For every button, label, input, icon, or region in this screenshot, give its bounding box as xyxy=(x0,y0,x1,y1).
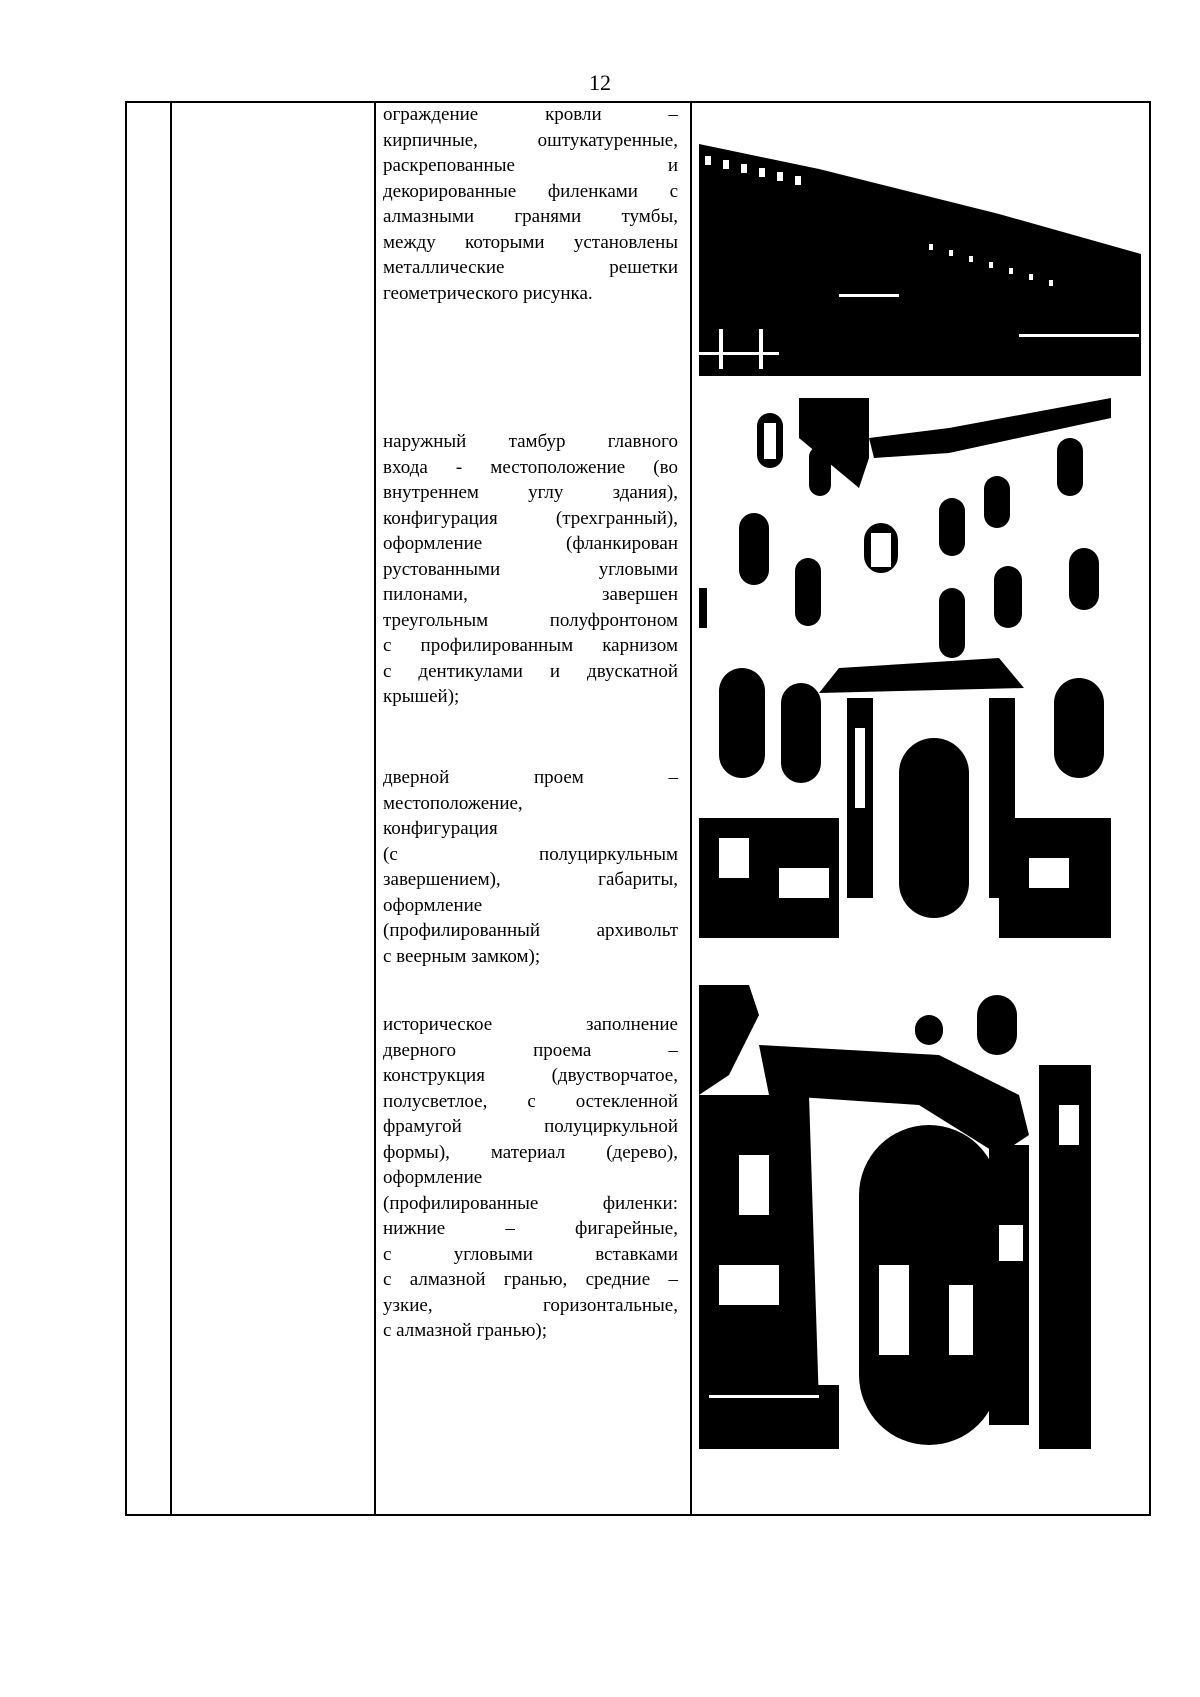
text-word: внутреннем xyxy=(383,482,479,503)
text-word: и xyxy=(667,155,678,176)
text-word: - xyxy=(455,456,463,478)
text-word: кирпичные, xyxy=(383,129,478,151)
text-word: угловыми xyxy=(598,558,678,580)
text-word: конфигурация xyxy=(383,507,498,529)
text-word: полуциркульной xyxy=(544,1116,678,1137)
text-word: алмазными xyxy=(383,206,475,227)
text-word: и xyxy=(549,660,561,682)
text-word: решетки xyxy=(609,257,678,278)
text-word: алмазной xyxy=(409,1269,486,1290)
text-word: конструкция xyxy=(383,1065,485,1086)
text-line xyxy=(383,455,678,481)
entrance-vestibule-description xyxy=(383,429,678,710)
text-line xyxy=(383,842,678,868)
text-word: главного xyxy=(607,431,678,452)
text-word: с xyxy=(383,660,392,682)
text-word: филенками xyxy=(547,180,638,202)
text-word: формы), xyxy=(383,1141,450,1163)
text-word: оштукатуренные, xyxy=(537,129,678,151)
text-word: габариты, xyxy=(598,869,678,890)
text-word: фрамугой xyxy=(383,1116,462,1137)
column-divider xyxy=(690,103,692,1514)
courtyard-entrance-photo xyxy=(699,398,1111,938)
text-line xyxy=(383,1216,678,1242)
text-word: дверной xyxy=(383,767,450,788)
text-line xyxy=(383,230,678,256)
text-word: нижние xyxy=(383,1218,446,1239)
text-line xyxy=(383,1191,678,1217)
text-word: тумбы, xyxy=(621,206,678,227)
text-word: (профилированные xyxy=(383,1192,539,1214)
text-word: остекленной xyxy=(575,1090,678,1112)
text-word: рустованными xyxy=(383,558,501,580)
text-word: (во xyxy=(653,456,678,478)
text-line xyxy=(383,557,678,583)
text-line xyxy=(383,608,678,634)
text-word: гранью, xyxy=(503,1269,568,1290)
text-line xyxy=(383,791,678,817)
text-line xyxy=(383,1165,678,1191)
roof-fence-photo xyxy=(699,104,1141,376)
text-word: оформление xyxy=(383,533,483,554)
text-word: пилонами, xyxy=(383,584,468,605)
text-word: завершен xyxy=(602,584,678,605)
text-word: тамбур xyxy=(508,431,566,452)
text-line xyxy=(383,1089,678,1115)
text-word: фигарейные, xyxy=(575,1218,678,1239)
column-divider xyxy=(170,103,172,1514)
text-word: декорированные xyxy=(383,180,517,202)
text-word: кровли xyxy=(545,104,602,125)
text-word: завершением), xyxy=(383,869,501,890)
portal-closeup-photo xyxy=(699,985,1091,1449)
column-divider xyxy=(374,103,376,1514)
text-word: историческое xyxy=(383,1014,493,1035)
page-number: 12 xyxy=(589,70,611,95)
door-filling-description xyxy=(383,1012,678,1344)
text-line xyxy=(383,531,678,557)
text-word: геометрического рисунка. xyxy=(383,282,593,304)
text-word: проема xyxy=(533,1039,592,1061)
text-line xyxy=(383,102,678,128)
text-line xyxy=(383,429,678,455)
text-word: (профилированный xyxy=(383,920,541,941)
text-word: дверного xyxy=(383,1039,456,1061)
text-word: – xyxy=(668,1039,678,1061)
text-word: местоположение, xyxy=(383,792,523,814)
text-word: металлические xyxy=(383,257,505,278)
text-word: материал xyxy=(490,1141,566,1163)
text-word: раскрепованные xyxy=(383,155,515,176)
text-line xyxy=(383,765,678,791)
text-word: архивольт xyxy=(596,920,678,941)
text-line xyxy=(383,153,678,179)
roof-fence-description xyxy=(383,102,678,306)
text-word: установлены xyxy=(573,231,678,253)
text-line xyxy=(383,582,678,608)
text-word: филенки: xyxy=(602,1192,678,1214)
text-word: проем xyxy=(533,767,584,788)
text-word: здания), xyxy=(612,482,678,503)
text-line xyxy=(383,1063,678,1089)
text-line xyxy=(383,684,678,710)
text-word: ограждение xyxy=(383,104,479,125)
text-word: (фланкирован xyxy=(566,533,678,554)
text-word: (дерево), xyxy=(606,1141,678,1163)
text-line xyxy=(383,1012,678,1038)
text-word: которыми xyxy=(465,231,545,253)
text-word: гранями xyxy=(514,206,582,227)
text-word: – xyxy=(668,767,678,788)
text-word: крышей); xyxy=(383,686,460,707)
text-word: двускатной xyxy=(587,660,678,682)
text-word: оформление xyxy=(383,1167,483,1188)
text-word: местоположение xyxy=(490,456,626,478)
text-word: – xyxy=(668,1269,678,1290)
text-word: между xyxy=(383,231,436,253)
text-line xyxy=(383,1293,678,1319)
text-word: с xyxy=(383,635,392,656)
text-word: (с xyxy=(383,843,398,865)
text-word: вставками xyxy=(595,1243,678,1265)
text-line xyxy=(383,255,678,281)
text-word: заполнение xyxy=(586,1014,678,1035)
text-line xyxy=(383,816,678,842)
text-line xyxy=(383,918,678,944)
text-word: треугольным xyxy=(383,609,489,631)
text-word: с xyxy=(383,1269,392,1290)
text-word: – xyxy=(668,104,678,125)
text-word: конфигурация xyxy=(383,818,498,839)
door-opening-description xyxy=(383,765,678,969)
text-word: с xyxy=(383,1243,392,1265)
text-line xyxy=(383,893,678,919)
text-word: полусветлое, xyxy=(383,1090,488,1112)
text-line xyxy=(383,204,678,230)
text-word: с алмазной гранью); xyxy=(383,1320,548,1341)
text-word: оформление xyxy=(383,894,483,916)
text-word: – xyxy=(505,1218,515,1239)
text-word: с веерным замком); xyxy=(383,945,541,967)
text-word: углу xyxy=(528,482,564,503)
text-line xyxy=(383,659,678,685)
text-line xyxy=(383,1267,678,1293)
text-line xyxy=(383,506,678,532)
text-line xyxy=(383,867,678,893)
text-line xyxy=(383,480,678,506)
text-line xyxy=(383,1318,678,1344)
text-line xyxy=(383,1140,678,1166)
text-word: средние xyxy=(585,1269,651,1290)
text-word: входа xyxy=(383,456,428,478)
text-line xyxy=(383,944,678,970)
text-word: полуфронтоном xyxy=(549,609,678,631)
text-word: узкие, xyxy=(383,1294,433,1316)
text-line xyxy=(383,1242,678,1268)
text-line xyxy=(383,1114,678,1140)
text-line xyxy=(383,179,678,205)
text-word: (двустворчатое, xyxy=(551,1065,678,1086)
text-word: (трехгранный), xyxy=(555,507,678,529)
text-line xyxy=(383,281,678,307)
text-line xyxy=(383,633,678,659)
text-word: наружный xyxy=(383,431,467,452)
text-word: полуциркульным xyxy=(539,843,678,865)
text-word: с xyxy=(669,180,678,202)
text-word: карнизом xyxy=(602,635,678,656)
text-word: дентикулами xyxy=(418,660,523,682)
text-word: с xyxy=(527,1090,536,1112)
text-word: угловыми xyxy=(453,1243,533,1265)
text-word: горизонтальные, xyxy=(543,1294,678,1316)
text-line xyxy=(383,128,678,154)
text-word: профилированным xyxy=(420,635,574,656)
text-line xyxy=(383,1038,678,1064)
